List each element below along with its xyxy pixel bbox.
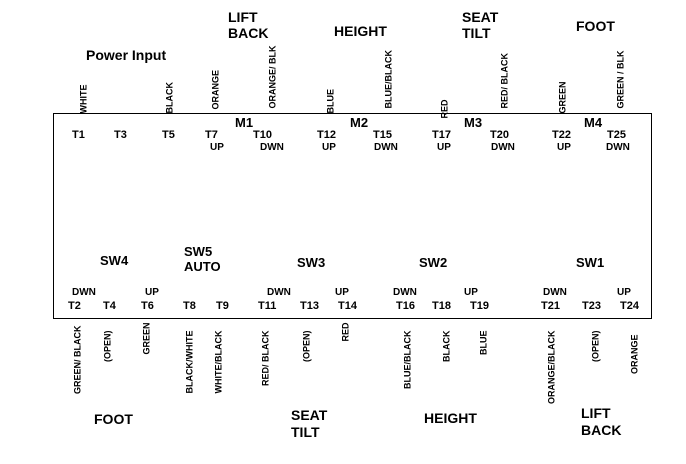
- group-title-height-top: HEIGHT: [334, 23, 387, 39]
- terminal-label: T6: [141, 300, 154, 312]
- wire-label-top: RED/ BLACK: [499, 53, 510, 109]
- terminal-label: T14: [338, 300, 357, 312]
- wire-label-top: ORANGE: [210, 69, 221, 110]
- group-title-seat-tilt-bottom-line1: SEAT: [291, 407, 328, 423]
- wire-label-top: GREEN: [557, 81, 568, 114]
- switch-label-sw5-auto: AUTO: [184, 259, 221, 274]
- terminal-label: T8: [183, 300, 196, 312]
- switch-label-sw5: SW5: [184, 244, 213, 259]
- group-title-seat-tilt-top-line1: SEAT: [462, 9, 499, 25]
- direction-label-down: DWN: [72, 287, 96, 298]
- wire-label-bottom: WHITE/BLACK: [213, 330, 224, 394]
- terminal-label: T9: [216, 300, 229, 312]
- group-title-lift-back-bottom-line2: BACK: [581, 422, 622, 438]
- wire-label-bottom: BLACK: [441, 330, 452, 362]
- terminal-label: T20: [490, 129, 509, 141]
- direction-label-down: DWN: [543, 287, 567, 298]
- direction-label-up: UP: [464, 287, 478, 298]
- switch-label-sw1: SW1: [576, 255, 605, 270]
- direction-label-down: DWN: [606, 142, 630, 153]
- terminal-label: T16: [396, 300, 415, 312]
- wire-label-bottom: (OPEN): [102, 330, 113, 362]
- motor-label-m2: M2: [350, 115, 369, 130]
- terminal-label: T19: [470, 300, 489, 312]
- wire-label-top: BLUE: [325, 89, 336, 114]
- terminal-label: T23: [582, 300, 601, 312]
- wire-label-top: BLUE/BLACK: [383, 50, 394, 109]
- switch-label-sw4: SW4: [100, 253, 129, 268]
- terminal-label: T25: [607, 129, 626, 141]
- group-title-seat-tilt-top-line2: TILT: [462, 25, 491, 41]
- motor-label-m1: M1: [235, 115, 254, 130]
- terminal-label: T2: [68, 300, 81, 312]
- direction-label-up: UP: [210, 142, 224, 153]
- group-title-lift-back-top-line2: BACK: [228, 25, 269, 41]
- wire-label-bottom: BLUE/BLACK: [402, 330, 413, 389]
- direction-label-up: UP: [145, 287, 159, 298]
- wire-label-bottom: (OPEN): [590, 330, 601, 362]
- terminal-label: T12: [317, 129, 336, 141]
- terminal-label: T10: [253, 129, 272, 141]
- terminal-label: T1: [72, 129, 85, 141]
- direction-label-up: UP: [557, 142, 571, 153]
- terminal-label: T17: [432, 129, 451, 141]
- terminal-label: T21: [541, 300, 560, 312]
- group-title-foot-bottom: FOOT: [94, 411, 133, 427]
- wire-label-bottom: BLACK/WHITE: [184, 330, 195, 394]
- terminal-label: T22: [552, 129, 571, 141]
- terminal-label: T15: [373, 129, 392, 141]
- terminal-label: T11: [258, 300, 277, 312]
- group-title-power-input: Power Input: [86, 47, 167, 63]
- motor-label-m3: M3: [464, 115, 483, 130]
- terminal-label: T18: [432, 300, 451, 312]
- direction-label-down: DWN: [267, 287, 291, 298]
- terminal-label: T5: [162, 129, 175, 141]
- direction-label-up: UP: [335, 287, 349, 298]
- direction-label-down: DWN: [260, 142, 284, 153]
- terminal-label: T7: [205, 129, 218, 141]
- group-title-lift-back-bottom-line1: LIFT: [581, 405, 611, 421]
- wire-label-bottom: GREEN: [141, 322, 152, 355]
- terminal-label: T3: [114, 129, 127, 141]
- direction-label-down: DWN: [491, 142, 515, 153]
- terminal-label: T4: [103, 300, 116, 312]
- terminal-label: T13: [300, 300, 319, 312]
- wire-label-top: WHITE: [78, 84, 89, 114]
- group-title-seat-tilt-bottom-line2: TILT: [291, 424, 320, 440]
- group-title-height-bottom: HEIGHT: [424, 410, 477, 426]
- switch-label-sw2: SW2: [419, 255, 448, 270]
- wire-label-bottom: ORANGE: [629, 334, 640, 375]
- wire-label-top: RED: [439, 99, 450, 119]
- wire-label-bottom: GREEN/ BLACK: [72, 325, 83, 395]
- switch-label-sw3: SW3: [297, 255, 326, 270]
- terminal-label: T24: [620, 300, 639, 312]
- wire-label-top: BLACK: [164, 82, 175, 114]
- group-title-lift-back-top-line1: LIFT: [228, 9, 258, 25]
- direction-label-up: UP: [437, 142, 451, 153]
- direction-label-up: UP: [322, 142, 336, 153]
- wire-label-bottom: BLUE: [478, 330, 489, 355]
- wire-label-bottom: (OPEN): [301, 330, 312, 362]
- direction-label-up: UP: [617, 287, 631, 298]
- motor-label-m4: M4: [584, 115, 603, 130]
- direction-label-down: DWN: [374, 142, 398, 153]
- wire-label-top: ORANGE/ BLK: [267, 45, 278, 109]
- wire-label-top: GREEN / BLK: [615, 50, 626, 109]
- wire-label-bottom: RED: [340, 322, 351, 342]
- wire-label-bottom: ORANGE/BLACK: [546, 330, 557, 404]
- wire-label-bottom: RED/ BLACK: [260, 330, 271, 386]
- group-title-foot-top: FOOT: [576, 18, 615, 34]
- direction-label-down: DWN: [393, 287, 417, 298]
